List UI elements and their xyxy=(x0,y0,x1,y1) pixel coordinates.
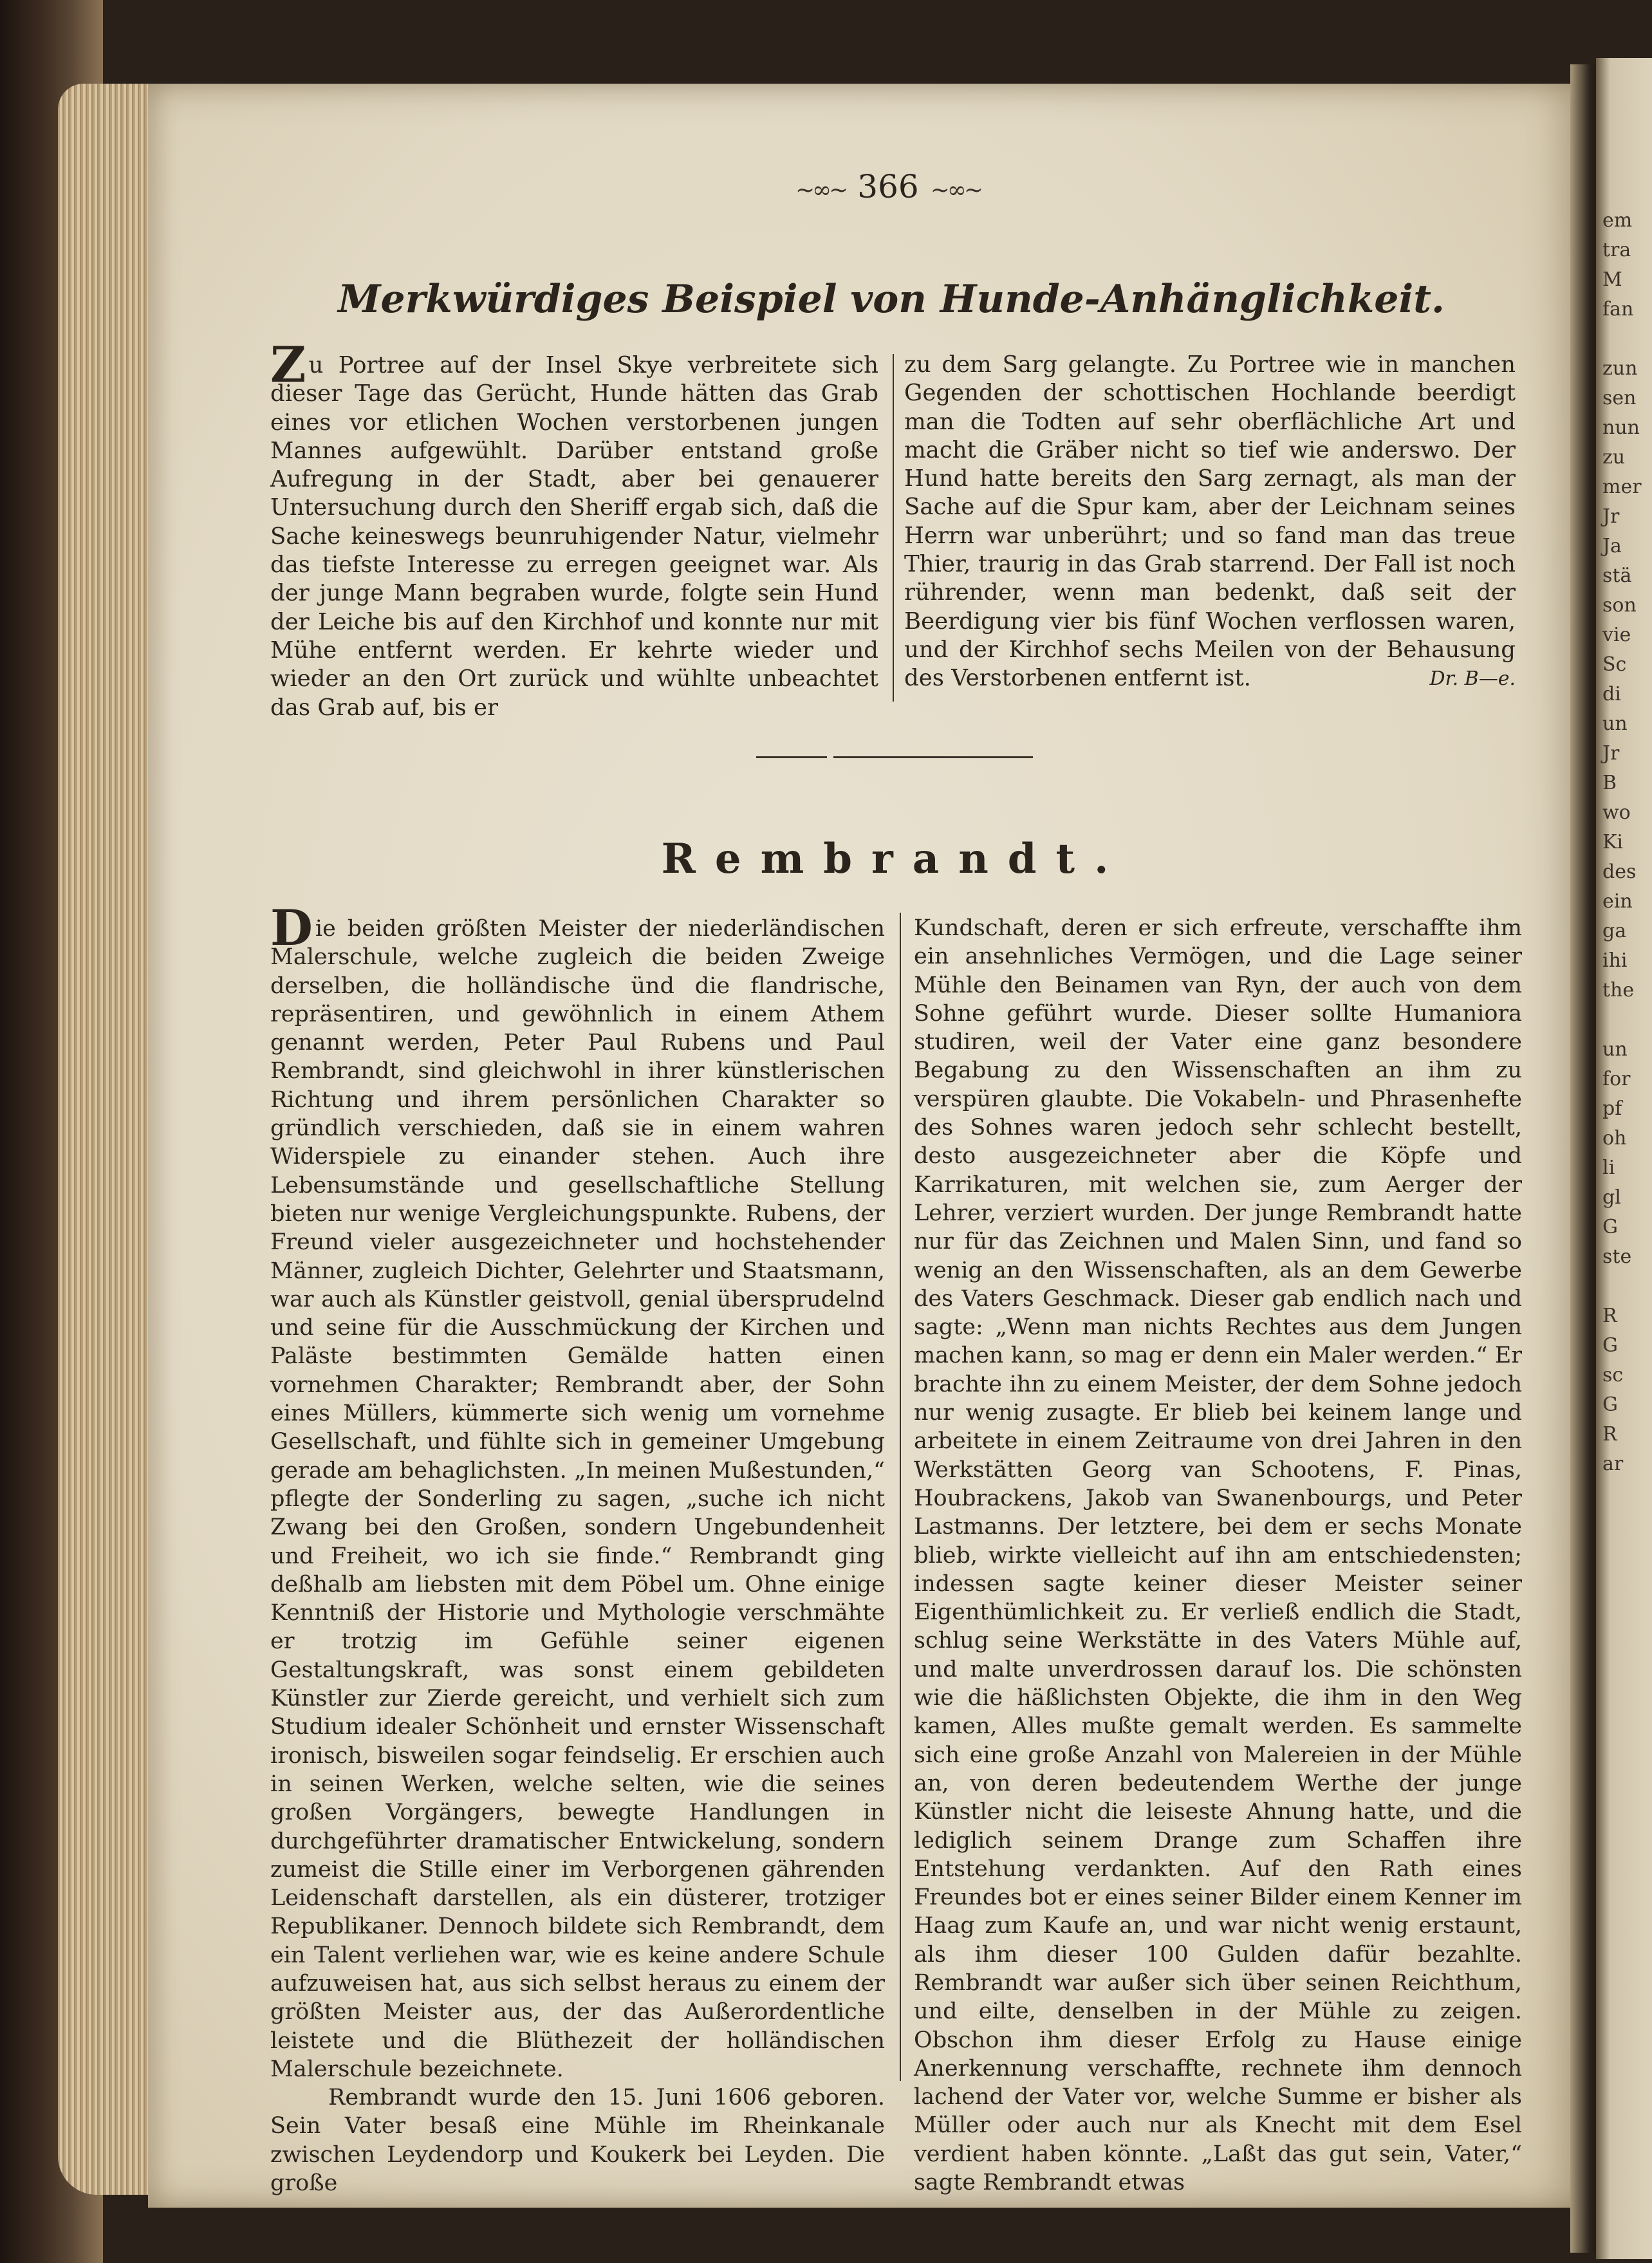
article-dog-column-left xyxy=(270,336,878,722)
next-page-fragment: li xyxy=(1602,1157,1615,1179)
next-page-fragment: G xyxy=(1602,1393,1618,1416)
next-page-fragment: zun xyxy=(1602,357,1638,380)
next-page-fragment: for xyxy=(1602,1068,1631,1090)
paragraph: Kundschaft, deren er sich erfreute, verschaffte ihm ein ansehnliches Vermögen, und die Lage seiner Mühle den Beinamen van Ryn, der auch von dem Sohne geführt wurde. Dieser sollte Humaniora studiren, weil der Vater eine ganz besondere Begabung zu den Wissenschaften an ihm zu verspüren glaubte. Die Vokabeln- und Phrasenhefte des Sohnes waren jedoch sehr schlecht bestellt, desto ausgezeichneter aber die Köpfe und Karrikaturen, mit welchen sie, zum Aerger der Lehrer, verziert wurden. Der junge Rembrandt hatte nur für das Zeichnen und Malen Sinn, und fand so wenig an den Wissenschaften, als an dem Gewerbe des Vaters Geschmack. Dieser gab endlich nach und sagte: „Wenn man nichts Rechtes aus dem Jungen machen kann, so mag er denn ein Maler werden.“ Er brachte ihn zu einem Meister, der dem Sohne jedoch nur wenig zusagte. Er blieb bei keinem lange und arbeitete in einem Zeitraume von drei Jahren in den Werkstätten Georg van Schootens, F. Pinas, Houbrackens, Jakob van Swanenbourgs, und Peter Lastmanns. Der letztere, bei dem er sechs Monate blieb, wirkte vielleicht auf ihn am entschiedensten; indessen sagte keiner dieser Meister seiner Eigenthümlichkeit zu. Er verließ endlich die Stadt, schlug seine Werkstätte in des Vaters Mühle auf, und malte unverdrossen darauf los. Die schönsten wie die häßlichsten Objekte, die ihm in den Weg kamen, Alles mußte gemalt werden. Es sammelte sich eine große Anzahl von Malereien in der Mühle an, von deren bedeutendem Werthe der junge Künstler nicht die leiseste Ahnung hatte, und die lediglich seinem Drange zum Schaffen ihre Entstehung verdankten. Auf den Rath eines Freundes bot er eines seiner Bilder einem Kenner im Haag zum Kaufe an, und war nicht wenig erstaunt, als ihm dieser 100 Gulden dafür bezahlte. Rembrandt war außer sich über seinen Reichthum, und eilte, denselben in der Mühle zu zeigen. Obschon ihm dieser Erfolg zu Hause einige Anerkennung verschaffte, rechnete ihm dennoch lachend der Vater vor, welche Summe er bisher als Müller oder auch nur als Knecht mit dem Esel verdient haben könnte. „Laßt das gut sein, Vater,“ sagte Rembrandt etwas xyxy=(914,915,1522,2196)
next-page-fragment: Sc xyxy=(1602,653,1627,676)
author-signature: Dr. B—e. xyxy=(1429,667,1516,690)
next-page-fragment: fan xyxy=(1602,298,1634,321)
next-page-fragment: R xyxy=(1602,1423,1617,1446)
next-page-fragment: em xyxy=(1602,209,1633,232)
column-divider xyxy=(900,913,901,2081)
next-page-fragment: tra xyxy=(1602,239,1631,261)
next-page-fragment: G xyxy=(1602,1334,1618,1357)
next-page-fragment: oh xyxy=(1602,1127,1627,1150)
paragraph: zu dem Sarg gelangte. Zu Portree wie in manchen Gegenden der schottischen Hochlande beerdigt man die Todten auf sehr oberflächliche Art und macht die Gräber nicht so tief wie anderswo. Der Hund hatte bereits den Sarg zernagt, als man der Sache auf die Spur kam, aber der Leichnam seines Herrn war unberührt; und so fand man das treue Thier, traurig in das Grab starrend. Der Fall ist noch rührender, wenn man bedenkt, daß seit der Beerdigung vier bis fünf Wochen verflossen waren, und der Kirchhof sechs Meilen von der Behausung des Verstorbenen entfernt ist. xyxy=(904,351,1516,692)
paragraph: ie beiden größten Meister der niederländischen Malerschule, welche zugleich die beiden Zweige derselben, die holländische ünd die flandrische, repräsentiren, und gewöhnlich in einem Athem genannt werden, Peter Paul Rubens und Paul Rembrandt, sind gleichwohl in ihrer künstlerischen Richtung und ihrem persönlichen Charakter so gründlich verschieden, daß sie in einem wahren Widerspiele zu einander stehen. Auch ihre Lebensumstände und gesellschaftliche Stellung bieten nur wenige Vergleichungspunkte. Rubens, der Freund vieler ausgezeichneter und hochstehender Männer, zugleich Dichter, Gelehrter und Staatsmann, war auch als Künstler geistvoll, genial übersprudelnd und seine für die Ausschmückung der Kirchen und Paläste bestimmten Gemälde hatten einen vornehmen Charakter; Rembrandt aber, der Sohn eines Müllers, kümmerte sich wenig um vornehme Gesellschaft, und fühlte sich in gemeiner Umgebung gerade am behaglichsten. „In meinen Mußestunden,“ pflegte der Sonderling zu sagen, „suche ich nicht Zwang bei den Großen, sondern Ungebundenheit und Freiheit, wo ich sie finde.“ Rembrandt ging deßhalb am liebsten mit dem Pöbel um. Ohne einige Kenntniß der Historie und Mythologie verschmähte er trotzig im Gefühle seiner eigenen Gestaltungskraft, was sonst einem gebildeten Künstler zur Zierde gereicht, und verhielt sich zum Studium idealer Schönheit und ernster Wissenschaft ironisch, bisweilen sogar feindselig. Er erschien auch in seinen Werken, welche selten, wie die seines großen Vorgängers, bewegte Handlungen in durchgeführter dramatischer Entwickelung, sondern zumeist die Stille einer im Verborgenen gährenden Leidenschaft darstellen, als ein düsterer, trotziger Republikaner. Dennoch bildete sich Rembrandt, dem ein Talent verliehen war, wie es keine andere Schule aufzuweisen hat, aus sich selbst heraus zu einem der größten Meister aus, der das Außerordentliche leistete und die Blüthezeit der holländischen Malerschule bezeichnete. xyxy=(270,916,885,2082)
next-page-fragment: B xyxy=(1602,772,1617,794)
article-rembrandt-column-right xyxy=(914,914,1522,2197)
page-number: 366 xyxy=(857,168,919,205)
next-page-fragment: ga xyxy=(1602,920,1627,942)
dropcap: D xyxy=(270,899,313,956)
article-dog-column-right xyxy=(904,351,1516,693)
next-page-fragment: Ki xyxy=(1602,831,1624,853)
article-rembrandt-column-left xyxy=(270,899,885,2197)
next-page-fragment: Jr xyxy=(1602,505,1620,528)
next-page-fragment: R xyxy=(1602,1305,1617,1327)
next-page-fragment: Ja xyxy=(1602,535,1622,557)
page-number-header xyxy=(779,164,998,209)
next-page-fragment: pf xyxy=(1602,1097,1622,1120)
next-page-fragment: des xyxy=(1602,861,1637,883)
next-page-edge xyxy=(1596,58,1652,2259)
next-page-fragment: un xyxy=(1602,1038,1628,1061)
paragraph: Rembrandt wurde den 15. Juni 1606 geboren. Sein Vater besaß eine Mühle im Rheinkanale zwischen Leydendorp und Koukerk bei Leyden. Die große xyxy=(270,2085,885,2197)
dropcap: Z xyxy=(270,336,306,393)
next-page-fragment: ste xyxy=(1602,1245,1632,1268)
next-page-fragment: mer xyxy=(1602,476,1642,498)
next-page-fragment: sc xyxy=(1602,1364,1624,1386)
next-page-fragment: vie xyxy=(1602,624,1631,646)
next-page-fragment: di xyxy=(1602,683,1621,705)
next-page-fragment: wo xyxy=(1602,801,1631,824)
section-divider xyxy=(756,756,1033,758)
ornament-left-icon: ~∞~ xyxy=(795,177,846,203)
article-title-rembrandt: Rembrandt. xyxy=(661,835,1128,883)
next-page-fragment: Jr xyxy=(1602,742,1620,765)
next-page-fragment: stä xyxy=(1602,564,1632,587)
next-page-fragment: ein xyxy=(1602,890,1633,913)
next-page-fragment: zu xyxy=(1602,446,1626,469)
next-page-fragment: the xyxy=(1602,979,1635,1001)
paragraph: u Portree auf der Insel Skye verbreitete sich dieser Tage das Gerücht, Hunde hätten das Grab eines vor etlichen Wochen verstorbenen jungen Mannes aufgewühlt. Darüber entstand große Aufregung in der Stadt, aber bei genauerer Untersuchung durch den Sheriff ergab sich, daß die Sache keineswegs beunruhigender Natur, vielmehr das tiefste Interesse zu erregen geeignet war. Als der junge Mann begraben wurde, folgte sein Hund der Leiche bis auf den Kirchhof und konnte nur mit Mühe entfernt werden. Er kehrte wieder und wieder an den Ort zurück und wühlte unbeachtet das Grab auf, bis er xyxy=(270,352,878,721)
next-page-fragment: ar xyxy=(1602,1453,1624,1475)
next-page-fragment: nun xyxy=(1602,416,1640,439)
ornament-right-icon: ~∞~ xyxy=(930,177,981,203)
column-divider xyxy=(893,354,894,702)
next-page-fragment: M xyxy=(1602,268,1622,291)
next-page-fragment: son xyxy=(1602,594,1637,617)
next-page-fragment: G xyxy=(1602,1216,1618,1238)
next-page-fragment: sen xyxy=(1602,387,1637,409)
next-page-fragment: un xyxy=(1602,712,1628,735)
article-title-dog: Merkwürdiges Beispiel von Hunde-Anhänglichkeit. xyxy=(338,277,1445,322)
next-page-fragment: ihi xyxy=(1602,949,1628,972)
next-page-fragment: gl xyxy=(1602,1186,1621,1209)
